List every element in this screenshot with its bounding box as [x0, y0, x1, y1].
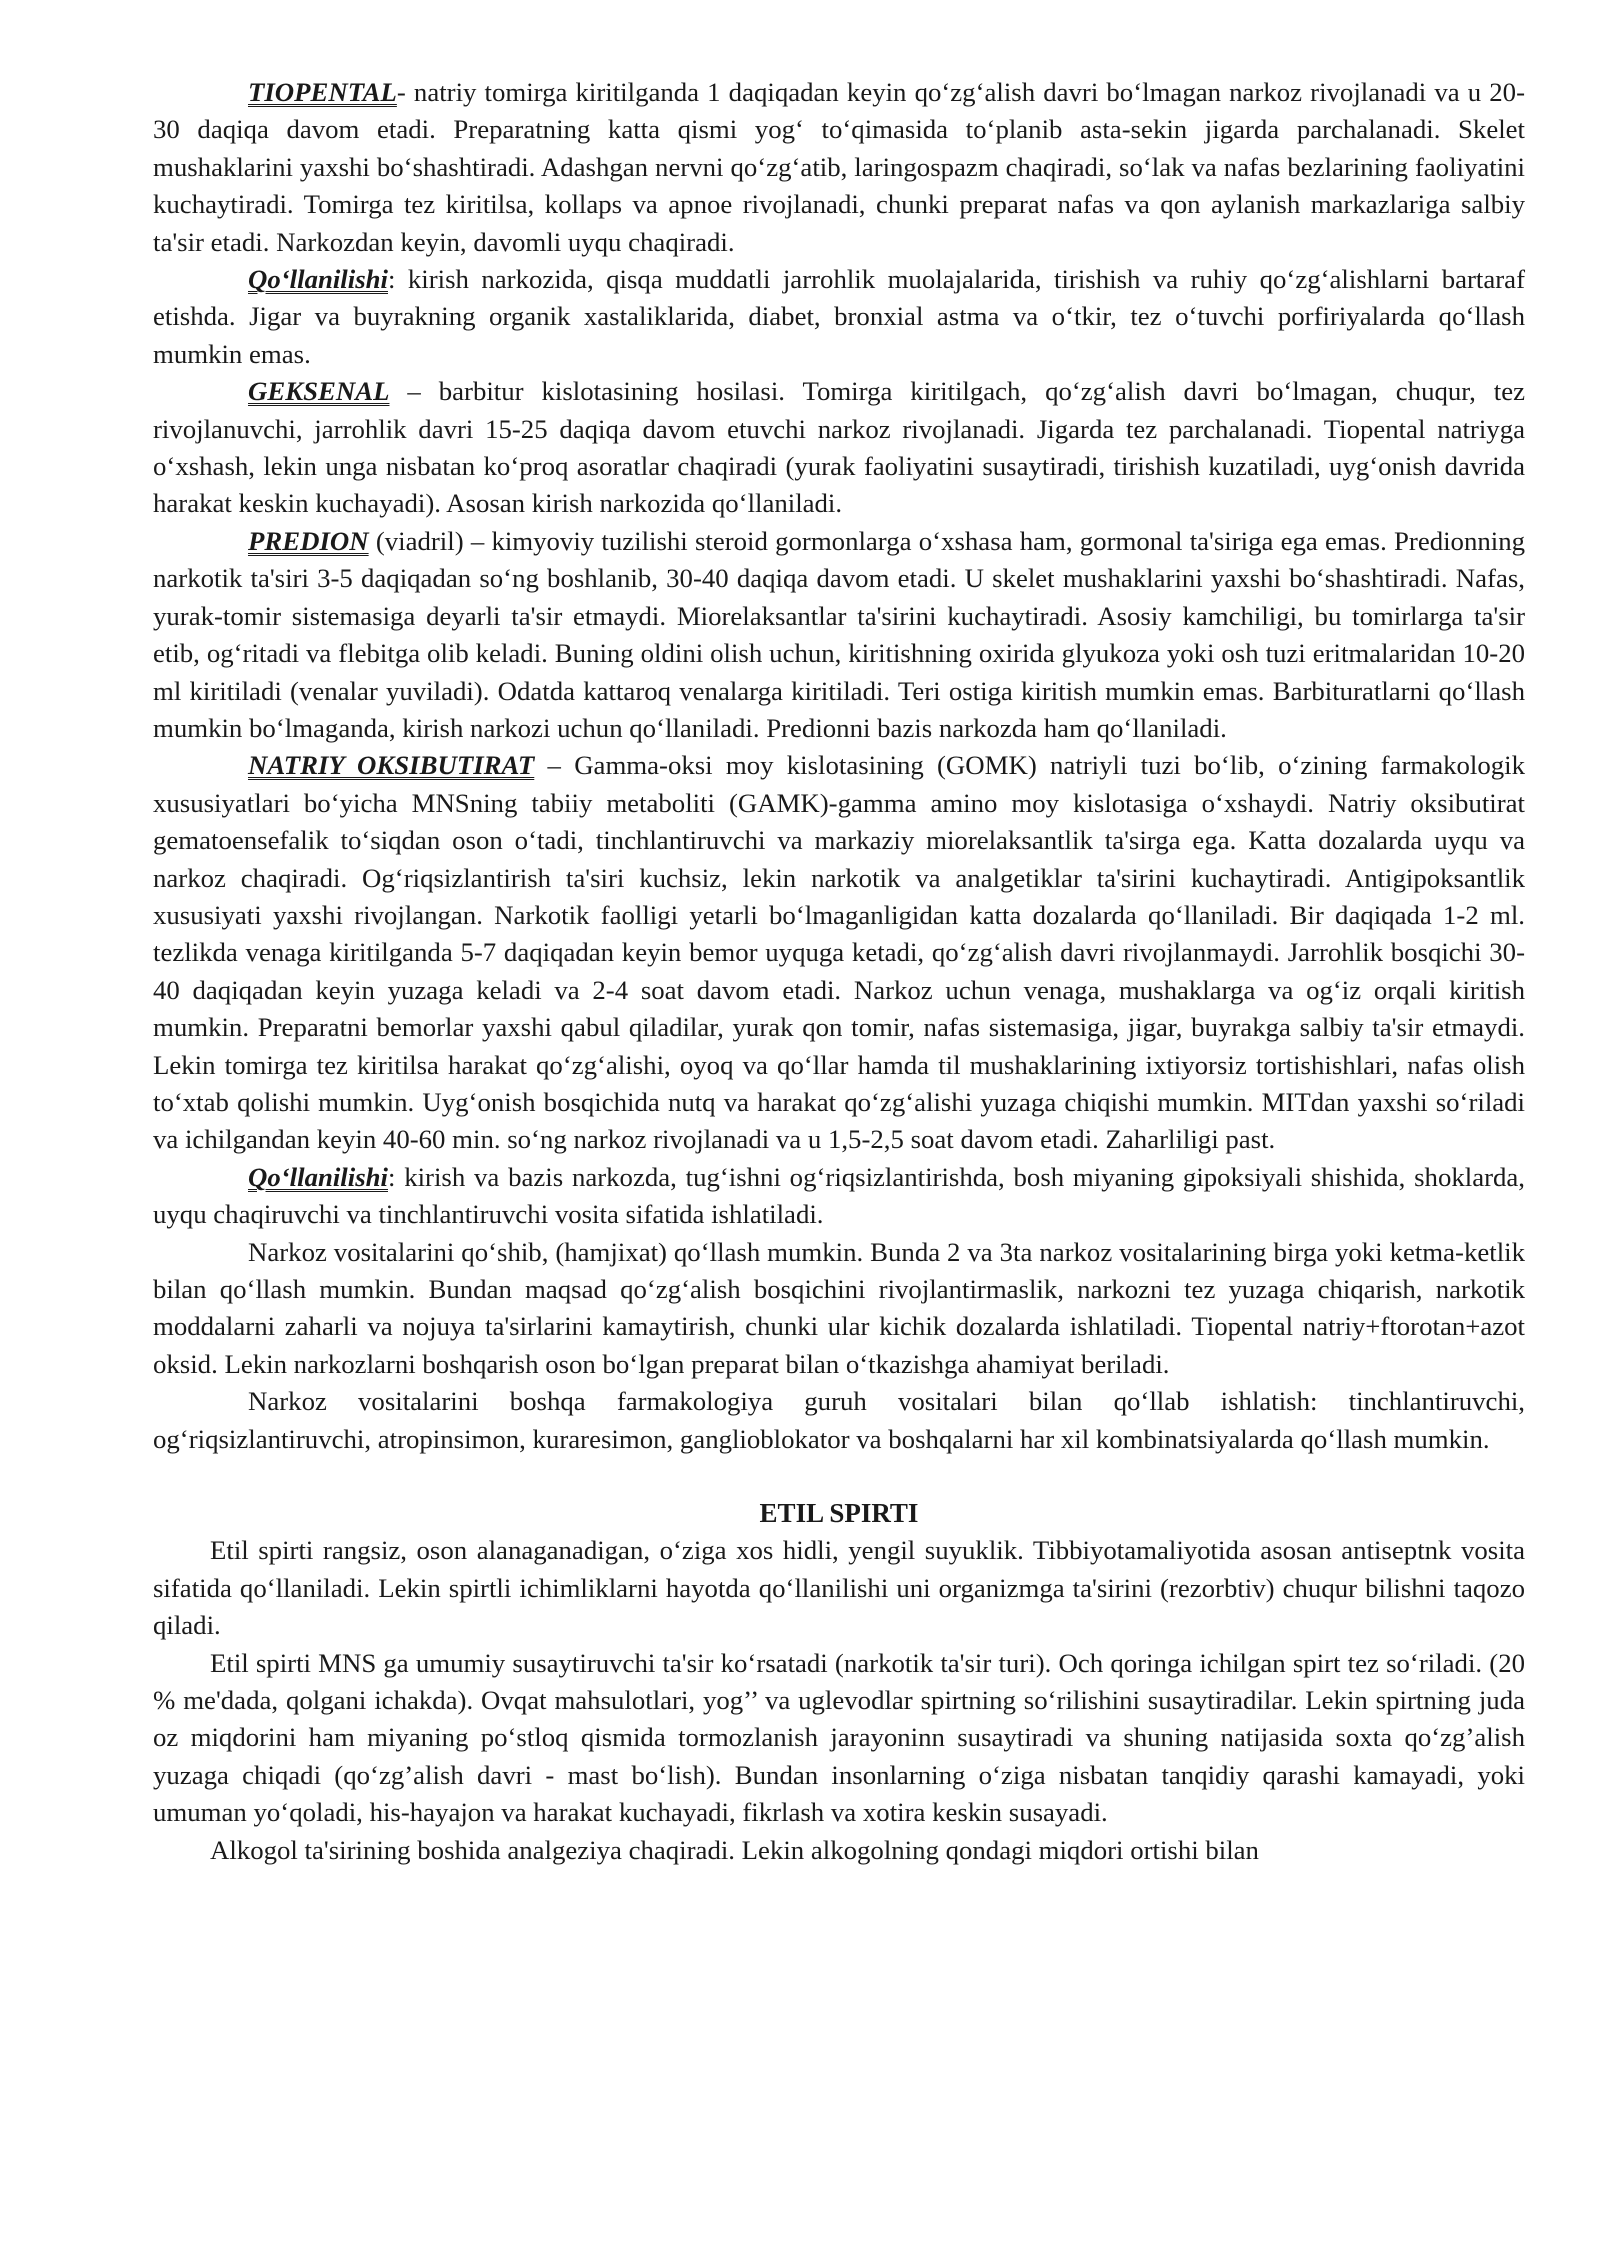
paragraph-tiopental [153, 74, 1525, 261]
term-predion: PREDION [248, 525, 369, 556]
paragraph-oksibutirat-usage [153, 1159, 1525, 1234]
term-tiopental: TIOPENTAL [248, 77, 397, 107]
term-usage: Qo‘llanilishi [248, 264, 388, 295]
paragraph-text: – Gamma-oksi moy kislotasining (GOMK) natriyli tuzi bo‘lib, o‘zining farmakologik xususiyatlari bo‘yicha MNSning tabiiy metaboliti (GAMK)-gamma amino moy kislotasiga o‘xshaydi. Natriy oksibutirat gematoensefalik to‘siqdan oson o‘tadi, tinchlantiruvchi va markaziy miorelaksantlik ta'sirga ega. Katta dozalarda uyqu va narkoz chaqiradi. Og‘riqsizlantirish ta'siri kuchsiz, lekin narkotik va analgetiklar ta'sirini kuchaytiradi. Antigipoksantlik xususiyati yaxshi rivojlangan. Narkotik faolligi yetarli bo‘lmaganligidan katta dozalarda qo‘llaniladi. Bir daqiqada 1-2 ml. tezlikda venaga kiritilganda 5-7 daqiqadan keyin bemor uyquga ketadi, qo‘zg‘alish davri rivojlanmaydi. Jarrohlik bosqichi 30-40 daqiqadan keyin yuzaga keladi va 2-4 soat davom etadi. Narkoz uchun venaga, mushaklarga va og‘iz orqali kiritish mumkin. Preparatni bemorlar yaxshi qabul qiladilar, yurak qon tomir, nafas sistemasiga, jigar, buyrakga salbiy ta'sir etmaydi. Lekin tomirga tez kiritilsa harakat qo‘zg‘alishi, oyoq va qo‘llar hamda til mushaklarining ixtiyorsiz tortishishlari, nafas olish to‘xtab qolishi mumkin. Uyg‘onish bosqichida nutq va harakat qo‘zg‘alishi yuzaga chiqishi mumkin. MITdan yaxshi so‘riladi va ichilgandan keyin 40-60 min. so‘ng narkoz rivojlanadi va u 1,5-2,5 soat davom etadi. Zaharliligi past. [153, 750, 1525, 1155]
section-heading: ETIL SPIRTI [759, 1498, 919, 1529]
paragraph-tiopental-usage [153, 261, 1525, 373]
paragraph-text: : kirish va bazis narkozda, tug‘ishni og‘riqsizlantirishda, bosh miyaning gipoksiyali shishida, shoklarda, uyqu chaqiruvchi va tinchlantiruvchi vosita sifatida ishlatiladi. [153, 1161, 1525, 1230]
paragraph-text: - natriy tomirga kiritilganda 1 daqiqadan keyin qo‘zg‘alish davri bo‘lmagan narkoz rivojlanadi va u 20-30 daqiqa davom etadi. Preparatning katta qismi yog‘ to‘qimasida to‘planib asta-sekin jigarda parchalanadi. Skelet mushaklarini yaxshi bo‘shashtiradi. Adashgan nervni qo‘zg‘atib, laringospazm chaqiradi, so‘lak va nafas bezlarining faoliyatini kuchaytiradi. Tomirga tez kiritilsa, kollaps va apnoe rivojlanadi, chunki preparat nafas va qon aylanish markazlariga salbiy ta'sir etadi. Narkozdan keyin, davomli uyqu chaqiradi. [153, 77, 1525, 257]
section-spacer [153, 1458, 1525, 1495]
term-usage: Qo‘llanilishi [248, 1161, 388, 1192]
document-page [153, 74, 1525, 1869]
paragraph-etil-analgesia: Alkogol ta'sirining boshida analgeziya chaqiradi. Lekin alkogolning qondagi miqdori ortishi bilan [210, 1834, 1259, 1865]
paragraph-text: : kirish narkozida, qisqa muddatli jarrohlik muolajalarida, tirishish va ruhiy qo‘zg‘alishlarni bartaraf etishda. Jigar va buyrakning organik xastaliklarida, diabet, bronxial astma va o‘tkir, tez o‘tuvchi porfiriyalarda qo‘llash mumkin emas. [153, 264, 1525, 369]
paragraph-etil-intro: Etil spirti rangsiz, oson alanaganadigan, o‘ziga xos hidli, yengil suyuklik. Tibbiyotamaliyotida asosan antiseptnk vosita sifatida qo‘llaniladi. Lekin spirtli ichimliklarni hayotda qo‘llanilishi uni organizmga ta'sirini (rezorbtiv) chuqur bilishni taqozo qiladi. [153, 1535, 1525, 1641]
paragraph-text: – barbitur kislotasining hosilasi. Tomirga kiritilgach, qo‘zg‘alish davri bo‘lmagan, chuqur, tez rivojlanuvchi, jarrohlik davri 15-25 daqiqa davom etuvchi narkoz rivojlanadi. Jigarda tez parchalanadi. Tiopental natriyga o‘xshash, lekin unga nisbatan ko‘proq asoratlar chaqiradi (yurak faoliyatini susaytiradi, tirishish kuzatiladi, uyg‘onish davrida harakat keskin kuchayadi). Asosan kirish narkozida qo‘llaniladi. [153, 376, 1525, 519]
paragraph-etil-effect: Etil spirti MNS ga umumiy susaytiruvchi ta'sir ko‘rsatadi (narkotik ta'sir turi). Och qoringa ichilgan spirt tez so‘riladi. (20 % me'dada, qolgani ichakda). Ovqat mahsulotlari, yog’’ va uglevodlar spirtning so‘rilishini susaytiradilar. Lekin spirtning juda oz miqdorini ham miyaning po‘stloq qismida tormozlanish jarayoninn susaytiradi va shuning natijasida soxta qo‘zg’alish yuzaga chiqadi (qo‘zg’alish davri - mast bo‘lish). Bundan insonlarning o‘ziga nisbatan tanqidiy qarashi kamayadi, yoki umuman yo‘qoladi, his-hayajon va harakat kuchayadi, fikrlash va xotira keskin susayadi. [153, 1647, 1525, 1828]
term-geksenal: GEKSENAL [248, 376, 390, 407]
term-natriy-oksibutirat: NATRIY OKSIBUTIRAT [248, 750, 535, 781]
paragraph-combination: Narkoz vositalarini qo‘shib, (hamjixat) qo‘llash mumkin. Bunda 2 va 3ta narkoz vositalarining birga yoki ketma-ketlik bilan qo‘llash mumkin. Bundan maqsad qo‘zg‘alish bosqichini rivojlantirmaslik, narkozni tez yuzaga chiqarish, narkotik moddalarni zaharli va nojuya ta'sirlarini kamaytirish, chunki ular kichik dozalarda ishlatiladi. Tiopental natriy+ftorotan+azot oksid. Lekin narkozlarni boshqarish oson bo‘lgan preparat bilan o‘tkazishga ahamiyat beriladi. [153, 1236, 1525, 1379]
paragraph-text: (viadril) – kimyoviy tuzilishi steroid gormonlarga o‘xshasa ham, gormonal ta'siriga ega emas. Predionning narkotik ta'siri 3-5 daqiqadan so‘ng boshlanib, 30-40 daqiqa davom etadi. U skelet mushaklarini yaxshi bo‘shashtiradi. Nafas, yurak-tomir sistemasiga deyarli ta'sir etmaydi. Miorelaksantlar ta'sirini kuchaytiradi. Asosiy kamchiligi, bu tomirlarga ta'sir etib, og‘ritadi va flebitga olib keladi. Buning oldini olish uchun, kiritishning oxirida glyukoza yoki osh tuzi eritmalaridan 10-20 ml kiritiladi (venalar yuviladi). Odatda kattaroq venalarga kiritiladi. Teri ostiga kiritish mumkin emas. Barbituratlarni qo‘llash mumkin bo‘lmaganda, kirish narkozi uchun qo‘llaniladi. Predionni bazis narkozda ham qo‘llaniladi. [153, 525, 1525, 743]
paragraph-geksenal [153, 373, 1525, 523]
paragraph-predion [153, 523, 1525, 747]
paragraph-combination-other: Narkoz vositalarini boshqa farmakologiya guruh vositalari bilan qo‘llab ishlatish: tinchlantiruvchi, og‘riqsizlantiruvchi, atropinsimon, kuraresimon, ganglioblokator va boshqalarni har xil kombinatsiyalarda qo‘llash mumkin. [153, 1386, 1525, 1454]
paragraph-natriy-oksibutirat [153, 747, 1525, 1158]
